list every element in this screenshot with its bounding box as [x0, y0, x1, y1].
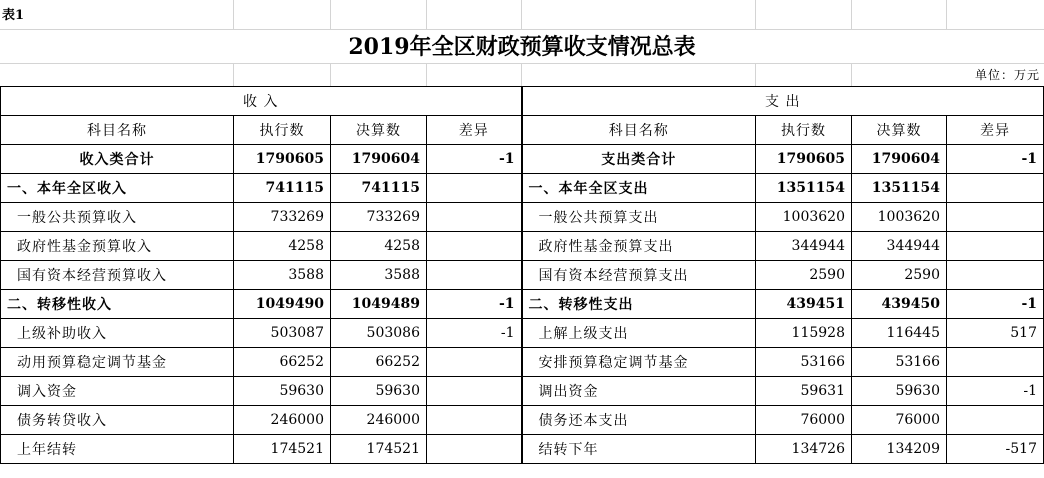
- col-header-income-diff: 差异: [427, 116, 522, 145]
- expense-item-name: 一般公共预算支出: [522, 203, 756, 232]
- col-header-income-exec: 执行数: [234, 116, 331, 145]
- expense-final-value: 2590: [852, 261, 947, 290]
- expense-final-value: 134209: [852, 435, 947, 464]
- col-header-income-final: 决算数: [331, 116, 427, 145]
- expense-final-value: 439450: [852, 290, 947, 319]
- expense-final-value: 116445: [852, 319, 947, 348]
- income-item-name: 收入类合计: [1, 145, 234, 174]
- expense-diff-value: [947, 174, 1044, 203]
- expense-final-value: 1790604: [852, 145, 947, 174]
- expense-exec-value: 1790605: [756, 145, 852, 174]
- income-item-name: 一般公共预算收入: [1, 203, 234, 232]
- income-diff-value: [427, 203, 522, 232]
- expense-exec-value: 134726: [756, 435, 852, 464]
- page-title: 2019年全区财政预算收支情况总表: [348, 34, 696, 60]
- income-diff-value: [427, 348, 522, 377]
- income-final-value: 59630: [331, 377, 427, 406]
- income-item-name: 国有资本经营预算收入: [1, 261, 234, 290]
- income-item-name: 二、转移性收入: [1, 290, 234, 319]
- column-header-row: [1, 116, 1044, 145]
- expense-final-value: 1003620: [852, 203, 947, 232]
- income-item-name: 上年结转: [1, 435, 234, 464]
- expense-diff-value: -1: [947, 377, 1044, 406]
- income-item-name: 上级补助收入: [1, 319, 234, 348]
- expense-final-value: 76000: [852, 406, 947, 435]
- gridline: [426, 0, 427, 30]
- income-diff-value: -1: [427, 290, 522, 319]
- expense-exec-value: 439451: [756, 290, 852, 319]
- income-exec-value: 4258: [234, 232, 331, 261]
- income-final-value: 246000: [331, 406, 427, 435]
- gridline: [233, 0, 234, 30]
- expense-item-name: 国有资本经营预算支出: [522, 261, 756, 290]
- expense-diff-value: [947, 406, 1044, 435]
- table-row: [1, 174, 1044, 203]
- expense-exec-value: 344944: [756, 232, 852, 261]
- gridline: [521, 0, 522, 30]
- income-header: 收 入: [1, 87, 522, 116]
- income-exec-value: 3588: [234, 261, 331, 290]
- income-exec-value: 1049490: [234, 290, 331, 319]
- income-exec-value: 66252: [234, 348, 331, 377]
- expense-final-value: 344944: [852, 232, 947, 261]
- gridline: [755, 63, 756, 86]
- income-exec-value: 733269: [234, 203, 331, 232]
- expense-diff-value: [947, 261, 1044, 290]
- expense-item-name: 一、本年全区支出: [522, 174, 756, 203]
- income-final-value: 733269: [331, 203, 427, 232]
- unit-label: 单位：万元: [974, 68, 1040, 82]
- expense-item-name: 政府性基金预算支出: [522, 232, 756, 261]
- expense-exec-value: 1351154: [756, 174, 852, 203]
- gridline: [233, 63, 234, 86]
- income-diff-value: [427, 261, 522, 290]
- expense-item-name: 安排预算稳定调节基金: [522, 348, 756, 377]
- income-diff-value: [427, 232, 522, 261]
- expense-item-name: 结转下年: [522, 435, 756, 464]
- income-final-value: 1049489: [331, 290, 427, 319]
- expense-diff-value: -1: [947, 145, 1044, 174]
- col-header-expense-final: 决算数: [852, 116, 947, 145]
- gridline: [851, 63, 852, 86]
- expense-item-name: 二、转移性支出: [522, 290, 756, 319]
- expense-diff-value: [947, 232, 1044, 261]
- expense-exec-value: 1003620: [756, 203, 852, 232]
- budget-table: [0, 86, 1044, 464]
- income-exec-value: 503087: [234, 319, 331, 348]
- income-exec-value: 741115: [234, 174, 331, 203]
- table-row: [1, 145, 1044, 174]
- expense-final-value: 53166: [852, 348, 947, 377]
- income-diff-value: -1: [427, 145, 522, 174]
- gridline: [330, 63, 331, 86]
- table-row: [1, 406, 1044, 435]
- expense-item-name: 调出资金: [522, 377, 756, 406]
- expense-diff-value: -517: [947, 435, 1044, 464]
- gridline: [946, 0, 947, 30]
- expense-exec-value: 59631: [756, 377, 852, 406]
- income-final-value: 4258: [331, 232, 427, 261]
- income-exec-value: 174521: [234, 435, 331, 464]
- income-diff-value: [427, 406, 522, 435]
- section-header-row: [1, 87, 1044, 116]
- income-item-name: 一、本年全区收入: [1, 174, 234, 203]
- table-row: [1, 348, 1044, 377]
- table-row: [1, 261, 1044, 290]
- income-final-value: 174521: [331, 435, 427, 464]
- expense-item-name: 债务还本支出: [522, 406, 756, 435]
- expense-diff-value: 517: [947, 319, 1044, 348]
- expense-item-name: 上解上级支出: [522, 319, 756, 348]
- income-exec-value: 59630: [234, 377, 331, 406]
- table-row: [1, 319, 1044, 348]
- income-diff-value: -1: [427, 319, 522, 348]
- expense-item-name: 支出类合计: [522, 145, 756, 174]
- expense-exec-value: 76000: [756, 406, 852, 435]
- col-header-income-name: 科目名称: [1, 116, 234, 145]
- income-item-name: 债务转贷收入: [1, 406, 234, 435]
- gridline: [521, 63, 522, 86]
- expense-diff-value: [947, 348, 1044, 377]
- expense-exec-value: 53166: [756, 348, 852, 377]
- income-final-value: 741115: [331, 174, 427, 203]
- gridline: [330, 0, 331, 30]
- income-final-value: 503086: [331, 319, 427, 348]
- table-row: [1, 377, 1044, 406]
- col-header-expense-name: 科目名称: [522, 116, 756, 145]
- gridline: [851, 0, 852, 30]
- expense-diff-value: -1: [947, 290, 1044, 319]
- table-row: [1, 232, 1044, 261]
- income-item-name: 动用预算稳定调节基金: [1, 348, 234, 377]
- gridline: [426, 63, 427, 86]
- expense-diff-value: [947, 203, 1044, 232]
- expense-final-value: 1351154: [852, 174, 947, 203]
- expense-header: 支 出: [522, 87, 1044, 116]
- table-row: [1, 203, 1044, 232]
- col-header-expense-diff: 差异: [947, 116, 1044, 145]
- income-final-value: 1790604: [331, 145, 427, 174]
- gridline: [755, 0, 756, 30]
- income-final-value: 66252: [331, 348, 427, 377]
- expense-exec-value: 115928: [756, 319, 852, 348]
- income-item-name: 调入资金: [1, 377, 234, 406]
- expense-exec-value: 2590: [756, 261, 852, 290]
- income-final-value: 3588: [331, 261, 427, 290]
- income-diff-value: [427, 174, 522, 203]
- sheet-tag: 表1: [2, 8, 25, 23]
- table-row: [1, 290, 1044, 319]
- col-header-expense-exec: 执行数: [756, 116, 852, 145]
- income-exec-value: 1790605: [234, 145, 331, 174]
- table-row: [1, 435, 1044, 464]
- income-item-name: 政府性基金预算收入: [1, 232, 234, 261]
- expense-final-value: 59630: [852, 377, 947, 406]
- income-diff-value: [427, 377, 522, 406]
- income-exec-value: 246000: [234, 406, 331, 435]
- income-diff-value: [427, 435, 522, 464]
